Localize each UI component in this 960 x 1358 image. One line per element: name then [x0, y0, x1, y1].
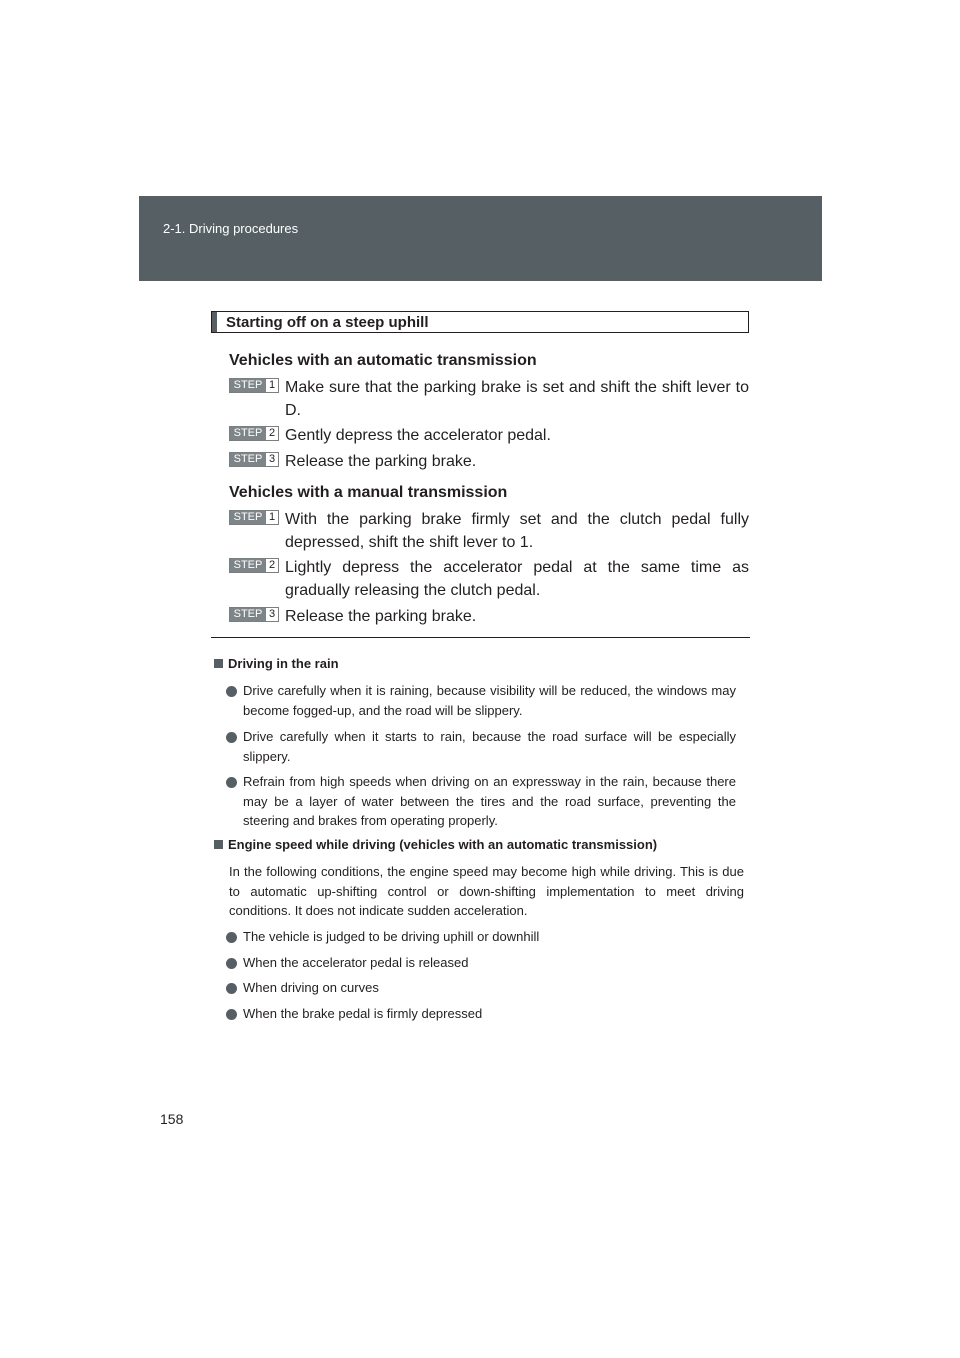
square-bullet-icon: [214, 659, 223, 668]
step-badge: STEP 1: [229, 378, 279, 393]
square-bullet-icon: [214, 840, 223, 849]
automatic-step-1: [229, 376, 749, 422]
manual-step-1: [229, 508, 749, 554]
round-bullet-icon: [226, 983, 237, 994]
step-badge: STEP 1: [229, 510, 279, 525]
manual-step-2: [229, 556, 749, 602]
manual-heading: Vehicles with a manual transmission: [229, 484, 508, 501]
round-bullet-icon: [226, 686, 237, 697]
section-title-accent: [212, 312, 217, 332]
engine-bullet-2: When the accelerator pedal is released: [226, 953, 736, 973]
note-heading-engine: Engine speed while driving (vehicles with an automatic transmission): [214, 837, 657, 852]
step-text: With the parking brake firmly set and the clutch pedal fully depressed, shift the shift lever to 1.: [285, 511, 749, 551]
engine-bullet-1: The vehicle is judged to be driving uphill or downhill: [226, 927, 736, 947]
section-divider: [211, 637, 750, 638]
rain-bullet-3: Refrain from high speeds when driving on an expressway in the rain, because there may be a layer of water between the tires and the road surface, preventing the steering and brakes from operating properly.: [226, 772, 736, 831]
manual-step-3: [229, 605, 749, 628]
automatic-heading: Vehicles with an automatic transmission: [229, 352, 537, 369]
note-heading-rain: Driving in the rain: [214, 656, 339, 671]
automatic-step-3: [229, 450, 749, 473]
step-badge: STEP 3: [229, 452, 279, 467]
round-bullet-icon: [226, 958, 237, 969]
engine-bullet-4: When the brake pedal is firmly depressed: [226, 1004, 736, 1024]
step-text: Lightly depress the accelerator pedal at the same time as gradually releasing the clutch pedal.: [285, 559, 749, 599]
engine-intro: In the following conditions, the engine speed may become high while driving. This is due to automatic up-shifting control or down-shifting implementation to meet driving conditions. It does not indicate sudden acceleration.: [229, 864, 744, 918]
round-bullet-icon: [226, 732, 237, 743]
step-text: Release the parking brake.: [285, 453, 477, 470]
step-badge: STEP 2: [229, 558, 279, 573]
engine-bullet-3: When driving on curves: [226, 978, 736, 998]
rain-bullet-2: Drive carefully when it starts to rain, because the road surface will be especially slippery.: [226, 727, 736, 766]
page-number: 158: [160, 1111, 184, 1127]
round-bullet-icon: [226, 777, 237, 788]
step-badge: STEP 2: [229, 426, 279, 441]
step-text: Release the parking brake.: [285, 608, 477, 625]
rain-bullet-1: Drive carefully when it is raining, because visibility will be reduced, the windows may become fogged-up, and the road will be slippery.: [226, 681, 736, 720]
chapter-section-title: 2-1. Driving procedures: [163, 221, 299, 236]
step-text: Gently depress the accelerator pedal.: [285, 427, 551, 444]
step-text: Make sure that the parking brake is set and shift the shift lever to D.: [285, 379, 749, 419]
chapter-header: [139, 196, 822, 281]
section-title: Starting off on a steep uphill: [226, 314, 429, 331]
round-bullet-icon: [226, 932, 237, 943]
section-title-box: [211, 311, 749, 333]
round-bullet-icon: [226, 1009, 237, 1020]
automatic-step-2: [229, 424, 749, 447]
step-badge: STEP 3: [229, 607, 279, 622]
